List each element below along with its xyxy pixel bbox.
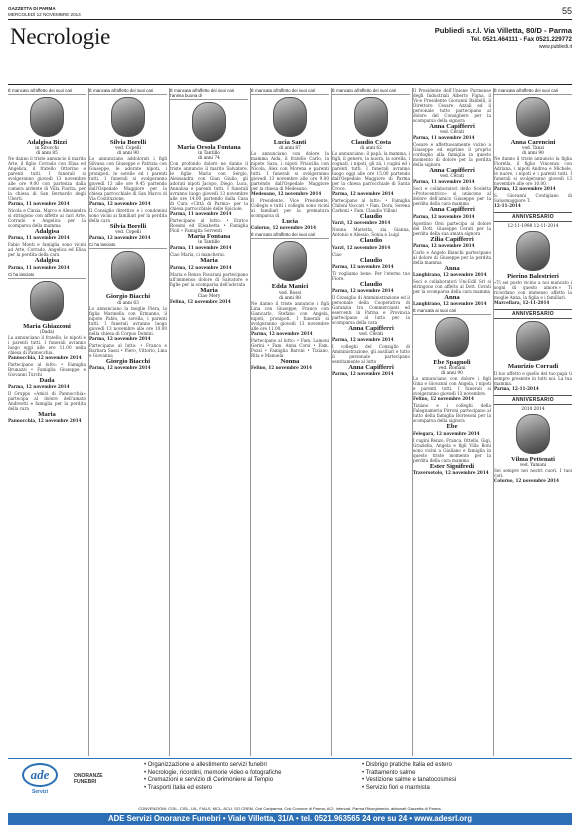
portrait-photo [516,97,550,137]
deceased-age: di anni 90 [522,151,544,157]
obituary-entry [332,271,410,295]
entry-text: Soci e collaboratori dello Scoletta «Protocentrico» si uniscono al dolore dell'amico Giuseppe per la perdita della cara mamma [413,186,491,207]
obituary-entry [170,252,248,271]
obituary-entry [8,391,86,425]
entry-place-date: Langhirano, 12 novembre 2014 [413,272,487,278]
deceased-name: Maria Orsola Fontana [177,144,241,151]
entry-place-date: Parma, 12 novembre 2014 [251,330,313,336]
obituary-entry [494,193,572,210]
portrait-photo [435,317,469,357]
deceased-age: di anni 85 [36,151,58,157]
obituary-entry [494,309,572,392]
entry-kicker: È mancata all'affetto dei suoi cari [494,88,572,95]
entry-text: Carlo e Angelo Bianchi partecipano al dolore di Giuseppe per la perdita della mamma [413,249,491,265]
entry-place-date: Parma, 11 novembre 2014 [413,135,475,141]
entry-spacer [332,376,410,378]
entry-text: Nonna Marietta, zia Gianna, Antonio e Alessio, Sonia e Luigi [332,227,410,238]
entry-kicker: È mancata all'affetto dei suoi cari [89,88,167,95]
entry-place-date: Parma, 12 novembre 2014 [332,288,394,294]
service-item: • Servizio fiori e marmista [362,784,430,791]
obituary-entry [251,338,329,372]
section-title: Necrologie [10,24,111,49]
entry-text: Ne danno il triste annuncio la figlia Fiorella, il figlio Vincenzo con Adriana, i nipoti Andrea e Michele, le nuore, i nipoti e i parenti tutti. I funerali si svolgeranno giovedì 13 novembre alle ore 10.00. [494,156,572,187]
deceased-name: Ester Signifredi [429,462,475,470]
entry-text: Fabio Monti e famiglia sono vicini ad Arte, Corrado, Angelica ed Elisa per la perdita della cara [8,242,86,258]
entry-place-date: Parma, 12 novembre 2014 [332,337,394,343]
name-subtitle: (Dada) [39,329,55,335]
deceased-name: Ebe [446,423,458,431]
entry-place-date: Parma, 12 novembre 2014 [332,371,394,377]
deceased-name: Anna Capifferri [429,167,475,175]
entry-spacer [89,370,167,372]
ade-logo-mark: ade [22,763,58,787]
portrait-photo [111,251,145,291]
obituary-entry [8,362,86,391]
obituary-entry [413,142,491,186]
name-subtitle: ved. Romani [438,366,466,372]
deceased-name: Maria Fontana [187,233,231,241]
entry-kicker: È mancata all'affetto dei suoi cari [251,88,329,95]
obituary-entry [170,218,248,252]
entry-place-date: Parma, 11 novembre 2014 [8,201,70,207]
deceased-name: Anna Capifferri [348,325,394,333]
service-item: • Disbrigo pratiche Italia ed estero [362,762,452,768]
entry-place-date: Felegara, 12 novembre 2014 [413,430,480,436]
name-subtitle: in Tantillo [198,151,220,157]
name-subtitle: ved. Tanzi [522,146,544,152]
entry-place-date: Traversetolo, 12 novembre 2014 [413,469,489,475]
deceased-name: Claudio Costa [350,139,392,146]
header-divider [8,84,572,85]
deceased-name: Claudio [359,213,383,221]
entry-text: Partecipano al lutto: • Fam. Lamoni Gerini • Fam. Anna Corsi • Fam. Pozzi • Famiglia Baroni • Tiziano, Rita e Manuela [251,337,329,358]
anniversary-label: ANNIVERSARIO [494,212,572,222]
deceased-name: Anna Capifferri [429,123,475,130]
entry-text: S. Giovanni Contigiano di Salsomaggiore T. [494,193,572,204]
page-header [8,6,572,20]
entry-text: La annunciano il fratello, le nipoti e i parenti tutti. I funerali avranno luogo oggi alle ore 11.00 nella chiesa di Pannocchia. [8,334,86,355]
entry-text: Partecipano al lutto: • Enrico Rossini ed Elisabetta • Famiglia Pioli • Famiglia Serventi [170,218,248,234]
obituary-entry [170,88,248,218]
deceased-name: Claudio [359,237,383,245]
deceased-name: Adalgisa [34,257,60,265]
entry-text: «Ti sei posto vicino a noi mancato i sogni di questo amore.» Ti ricordano con immenso affetto la moglie Anna, la figlia e i familiari. [494,280,572,301]
entry-spacer [494,391,572,393]
name-subtitle: in Tantillo [198,240,220,246]
onoranze-label: ONORANZE FUNEBRI [74,773,103,785]
deceased-name: Claudio [359,280,383,288]
name-subtitle: in Sirocchi [35,146,59,152]
entry-place-date: Parma, 12 novembre 2014 [89,201,151,207]
entry-text: Ciao Maria, ci mancherai. [170,252,226,258]
entry-place-date: Parma, 12 novembre 2014 [89,335,151,341]
obituary-entry [494,212,572,307]
obituary-entry [8,272,86,362]
service-item: • Vestizione salme e tanatocosmesi [362,777,457,784]
entry-text: Ti vogliamo bene. Per l'eterno tuo Fiore. [332,270,410,281]
obituary-column [251,88,329,756]
ade-logo [12,763,68,803]
deceased-age: di anni 63 [117,300,139,306]
entry-text: Partecipano al lutto: • Famiglia Brunazzi • Famiglia Giuseppe e Giovanni Turchi [8,361,86,377]
entry-text: Cesare e affettuosamente vicino a Giuseppe ed esprime il proprio cordoglio alla famiglia in questo momento di dolore per la perdita della signora [413,142,491,168]
publisher-brand [435,26,572,50]
name-subtitle: Ciao Mery [197,293,221,299]
deceased-name: Lucia Santi [273,139,307,146]
obituary-entry [332,295,410,344]
services-list-right [362,762,456,792]
entry-text: Partecipano al lutto: • Franca e Barbara Sassi • Piero, Vittorio, Lina e Giovanna [89,342,167,358]
obituary-entry [332,88,410,198]
name-subtitle: ved. Yamani [519,462,547,468]
publication-date: MERCOLEDÌ 12 NOVEMBRE 2014 [8,11,81,17]
entry-spacer [494,208,572,210]
entry-text: I colleghi del Consiglio di Amministrazione, gli ausiliari e tutto il personale partecipano sentitamente al lutto [332,344,410,365]
obituary-column [332,88,410,756]
entry-text: Ciao [332,251,342,257]
deceased-name: Silvia Borelli [109,139,147,146]
obituary-entry [332,227,410,251]
entry-text: Tiziano e i colleghi della Falegnameria Pirroni partecipano al lutto della famiglia Bortesoni per la scomparsa della signora [413,403,491,424]
entry-text: I cugini Renzo, Franca, Ottello, Gigi, Graziella, Angela e figli Villa Boni sono vicini a Giuliano e famiglia in questo triste momento per la perdita della cara mamma [413,437,491,463]
entry-text: Ne danno il triste annuncio i figli Lina con Giuseppe, Franco con Giancarlo, Stefano con Angela, nipoti, pronipoti. I funerali si svolgeranno giovedì 13 novembre alle ore 11.00. [251,300,329,331]
entry-text: Nicola e Cinzia, Marco e Alessandra si stringono con affetto ai cari Arte, Corrado e Angelica per la scomparsa della mamma [8,208,86,229]
obituary-entry [8,208,86,242]
convenzioni-line: CONVENZIONI: CGIL, CISL, UIL, FIALS, MCL, ACLI, SO.CREM, Crsl Cariparma, Crsl Comune di Parma, ACI, Intercral, Parma Risorgimento, abbonati Gazzetta di Parma. [138,806,442,811]
name-subtitle: ved. Rossi [278,290,302,296]
service-item: • Cremazioni e servizio di Cerimoniere al Tempio [144,777,274,784]
entry-place-date: Parma, 12-11-2014 [494,385,539,391]
deceased-name: Vilma Pettenati [511,455,555,463]
entry-place-date: Parma, 12 novembre 2014 [494,186,556,192]
portrait-photo [516,414,550,454]
entry-place-date: Parma, 11 novembre 2014 [170,211,232,217]
portrait-photo [192,102,226,142]
deceased-name: Pierino Balestrieri [507,273,559,281]
portrait-photo [111,97,145,137]
entry-text: Soci e collaboratori Uni-Edil Srl si stringono con affetto al Dott. Cerati per la scomparsa della cara mamma [413,279,491,295]
service-item: • Necrologie, ricordini, memorie video e fotografiche [144,769,282,776]
deceased-name: Ebe Spagnoli [433,359,471,367]
obituary-entry [494,395,572,485]
obituary-column [170,88,248,756]
entry-place-date: Varzi, 12 novembre 2014 [332,220,391,226]
entry-text: Lo annunciano con dolore i figli Gina e Giovanni con Angela, i nipoti e parenti tutti. I funerali si svolgeranno giovedì 13 novembre. [413,376,491,397]
entry-spacer [494,305,572,307]
entry-text: Il Consiglio direttivo e i condomini sono vicini ai familiari per la perdita della cara [89,208,167,224]
deceased-name: Adalgisa [34,228,60,236]
entry-text: Partecipano al lutto: • Famiglia Chiloni Vaccari • Fam. Dora, Serena Carboni • Fam. Claudio Villani [332,198,410,214]
deceased-name: Dada [39,376,55,384]
entry-place-date: Parma, 12 novembre 2014 [332,191,394,197]
entry-place-date: Colorno, 12 novembre 2014 [494,477,560,483]
obituary-entry [413,221,491,250]
obituary-entry [413,186,491,220]
portrait-photo [354,97,388,137]
deceased-name: Maria [200,286,218,294]
entry-place-date: Parma, 11 novembre 2014 [170,245,232,251]
publisher-contacts: Tel. 0521.464111 - Fax 0521.229772 [470,36,572,43]
deceased-name: Giorgio Biacchi [105,357,151,365]
entry-spacer [8,423,86,425]
deceased-age: di anni 90 [441,371,463,377]
entry-text: Lo annunciano: il papà, la mamma, i figli, il genero, la nuora, la sorella, i cognati, i nipoti, gli zii, i cugini ed i parenti tutti. I funerali avranno luogo oggi alle ore 15.00 partendo dall'Ospedale Maggiore di Parma per la chiesa parrocchiale di Santa Croce. [332,151,410,192]
obituary-column [89,88,167,756]
entry-kicker: È mancato all'affetto dei suoi cari [8,88,86,95]
name-subtitle: ved. Copelli [115,230,141,236]
entry-place-date: Parma, 11 novembre 2014 [8,264,70,270]
obituary-entry [332,252,410,271]
obituary-entry [8,242,86,271]
portrait-photo [30,97,64,137]
obituary-entry [413,88,491,142]
entry-place-date: Parma, 12 novembre 2014 [89,235,151,241]
deceased-name: Maria [38,411,56,419]
deceased-name: Lucia [281,218,299,226]
portrait-photo [273,241,307,281]
entry-text: Lo annunciano la moglie Piera, la figlia Marinella con Ermanno, il nipote Pablo, la sorella, i parenti tutti. I funerali avranno luogo giovedì 13 novembre alle ore 10.00 nella chiesa di Corpus Domini. [89,305,167,336]
deceased-name: Anna [444,294,460,302]
entry-kicker: È mancata all'affetto dei suoi cari l'anima buona di [170,88,248,100]
entry-kicker: Ci ha lasciato [89,242,167,249]
deceased-name: Anna Carencini [510,139,556,146]
portrait-photo [30,281,64,321]
entry-text: Il Presidente, Vice Presidente, Collegio e tutti i colleghi sono vicini ai familiari per la prematura scomparsa di [251,198,329,219]
service-item: • Organizzazione e allestimento servizi funebri [144,762,267,768]
anniversary-label: ANNIVERSARIO [494,309,572,319]
ad-footer [8,758,572,806]
deceased-name: Maria Ghiazzoni [23,322,71,330]
deceased-age: di anni 74 [198,156,220,162]
obituary-entry [251,198,329,232]
deceased-name: Silvia Borelli [109,223,147,231]
deceased-age: di anni 88 [279,295,301,301]
deceased-name: Anna [444,264,460,272]
entry-text: Sei sempre nei nostri cuori. I tuoi cari. [494,467,572,478]
deceased-name: Anna Capifferri [429,206,475,214]
entry-place-date: Parma, 12 novembre 2014 [413,242,475,248]
deceased-name: Nonna [280,357,300,365]
obituary-entry [413,403,491,437]
entry-spacer [170,304,248,306]
obituary-entry [251,232,329,337]
entry-spacer [413,475,491,477]
entry-text: Il Presidente dell'Unione Parmense degli Industriali Alberto Figna, il Vice Presidente Giovanni Baldelli, il Direttore Cesare Azzali ed il personale tutto partecipano al dolore del Consigliere per la scomparsa della signora [413,88,491,123]
obituary-entry [89,208,167,242]
entry-place-date: Parma, 12 novembre 2014 [170,264,232,270]
obituary-entry [89,242,167,342]
entry-text: Il tuo affetto e quello del tuo papà ti sempre presente in tutti noi. La tua mamma. [494,370,572,386]
page-number: 55 [561,6,572,16]
entry-spacer [251,370,329,372]
obituary-entry [251,88,329,198]
entry-text: Lo annunciano con dolore la mamma Aida, il fratello Carlo, la nipote Sara, i nipoti Prisicilla con Nicola, Alex con Morena e parenti tutti. I funerali si svolgeranno giovedì 13 novembre alle ore 9.00 partendo dall'Ospedale Maggiore per la chiesa di Medesano. [251,151,329,192]
entry-text: Maria e Renzo Pavarani partecipano all'immenso dolore di Salvatore e figlie per la scomparsa dell'adorata [170,271,248,287]
services-list-left [144,762,282,792]
entry-place-date: Parma, 11 novembre 2014 [8,235,70,241]
entry-place-date: Medesano, 12 novembre 2014 [251,191,322,197]
entry-spacer [494,483,572,485]
entry-place-date: Pannocchia, 12 novembre 2014 [8,354,82,360]
entry-place-date: Parma, 12 novembre 2014 [89,364,151,370]
entry-place-date: Felino, 12 novembre 2014 [413,396,474,402]
obituary-entry [89,343,167,372]
deceased-name: Maurizio Corradi [507,363,559,371]
anniversary-label: ANNIVERSARIO [494,395,572,405]
publisher-name: Publiedi s.r.l. Via Villetta, 80/D - Parma [434,26,572,35]
entry-kicker: È mancato all'affetto dei suoi cari [251,232,329,239]
obituary-entry [8,88,86,208]
entry-place-date: Pannocchia, 12 novembre 2014 [8,418,82,424]
entry-kicker: È mancata ai suoi cari [413,308,491,315]
obituary-entry [332,344,410,378]
obituary-column [494,88,572,756]
obituary-column [8,88,86,756]
portrait-photo [273,97,307,137]
entry-text: Ne danno il triste annuncio il marito Arte, il figlio Corrado con Elisa ed Angelica, il fratello Ottorino e parenti tutti. I funerali si svolgeranno giovedì 13 novembre alle ore 9.00 con partenza dalla camera ardente di Villa Fiorita, per la chiesa di San Bernardo degli Uberti. [8,156,86,202]
name-subtitle: ved. Cerati [358,332,383,338]
entry-place-date: Parma, 12 novembre 2014 [413,213,475,219]
obituary-entry [332,198,410,227]
entry-place-date: Langhirano, 12 novembre 2014 [413,301,487,307]
entry-text: Agostino Orsi partecipa al dolore del Dott. Giuseppe Cerati per la perdita della sua amata signora [413,220,491,236]
entry-kicker: È mancato all'affetto dei suoi cari [332,88,410,95]
entry-kicker: Ci ha lasciato [8,272,86,279]
anniversary-dates: 12-11-1998 12-11-2014 [507,224,559,230]
entry-text: Con profondo dolore ne danno il triste annuncio il marito Salvatore, le figlie Maria con Sergio, Alessandra con Gian Giulio, gli adorati nipoti Jacopo, Diego, Luca, Annalisa e parenti tutti. I funerali avranno luogo giovedì 13 novembre alle ore 14.00 partendo dalla Casa di Cura «Città di Parma» per la chiesa parrocchiale delle Spiciole. [170,161,248,212]
deceased-name: Adalgisa Bizzi [26,139,68,146]
name-subtitle: ved. Copelli [115,146,141,152]
entry-place-date: Colorno, 12 novembre 2014 [251,225,317,231]
name-subtitle: ved. Cerati [439,130,464,136]
service-item: • Trasporti Italia ed estero [144,784,213,791]
obituary-entry [413,250,491,279]
publisher-website[interactable]: www.publiedi.it [538,44,572,50]
entry-place-date: Parma, 12 novembre 2014 [332,263,394,269]
entry-text: Il Gruppo «Amici di Pannocchia» partecipa al dolore dell'amato Andreotti e famiglia per la perdita della cara [8,391,86,412]
entry-place-date: Marcellara, 12-11-2014 [494,300,550,306]
obituary-entry [413,279,491,308]
deceased-age: di anni 87 [279,146,301,152]
deceased-name: Anna Capifferri [348,364,394,372]
name-subtitle: ved. Cerati [439,174,464,180]
obituary-entry [170,272,248,306]
obituary-entry [494,88,572,193]
entry-place-date: Felina, 12 novembre 2014 [170,298,231,304]
entry-place-date: Varzi, 12 novembre 2014 [332,244,391,250]
entry-text: Il Consiglio di Amministrazione ed il personale della Cooperativa di Garanzia tra Commercianti ed esercenti in Parma e Provincia partecipano al lutto per la scomparsa della cara [332,295,410,326]
entry-place-date: Felino, 12 novembre 2014 [251,364,312,370]
obituary-entry [89,88,167,208]
deceased-age: di anni 62 [360,146,382,152]
obituary-column [413,88,491,756]
deceased-name: Giorgio Biacchi [105,293,151,301]
contact-bar[interactable]: ADE Servizi Onoranze Funebri • Viale Villetta, 31/A • tel. 0521.963565 24 ore su 24 • www.adesrl.org [8,813,572,825]
entry-place-date: Parma, 11 novembre 2014 [413,179,475,185]
entry-place-date: Parma, 12 novembre 2014 [8,384,70,390]
service-item: • Trattamento salme [362,769,416,776]
ade-logo-subtitle: Servizi [31,789,49,795]
deceased-name: Zilia Capifferri [430,235,474,243]
deceased-name: Maria [200,257,218,265]
portrait-photo [516,321,550,361]
anniversary-dates: 2010 2014 [521,406,545,412]
portrait-photo [516,231,550,271]
deceased-age: di anni 90 [117,151,139,157]
publication-name: GAZZETTA DI PARMA [8,6,56,11]
deceased-name: Edda Manici [271,283,309,291]
deceased-name: Claudio [359,256,383,264]
entry-place-date: 12-11-2014 [494,203,521,209]
obituary-entry [413,438,491,477]
entry-text: Lo annunciano addolorati i figli Silvana con Giuseppe e Patrizia con Giuseppe, le adorate nipoti, i pronipoti, le sorelle ed i parenti tutti. I funerali si svolgeranno giovedì 13 alle ore 9.45 partendo dall'Ospedale Maggiore per la chiesa parrocchiale di San Marco di Via Costituzione. [89,156,167,202]
obituary-entry [413,308,491,403]
